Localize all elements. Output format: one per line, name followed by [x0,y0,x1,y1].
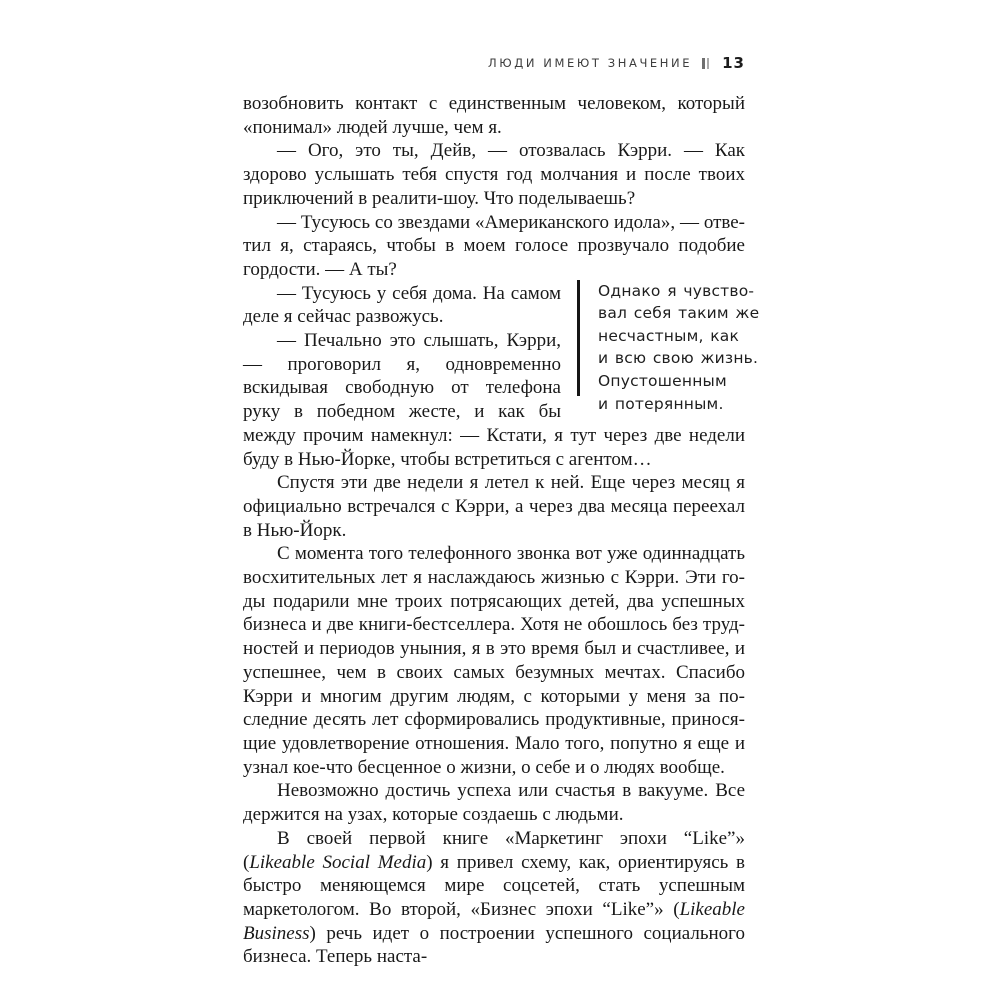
page-number: 13 [722,54,745,72]
pull-quote-line: Однако я чувство- [598,281,755,300]
text-segment: — Ого, это ты, Дейв, — отозвалась Кэрри. — Как здорово услышать тебя спустя год молчания и после твоих приключений в реалити-шоу. Что поделываешь? [243,140,745,209]
paragraph [243,779,745,826]
paragraph [243,211,745,282]
text-segment: возобновить контакт с единственным человеком, который «понимал» людей лучше, чем я. [243,93,745,138]
pull-quote-line: несчастным, как [598,326,740,345]
book-title-italic: Likeable Business [243,898,745,944]
running-title: ЛЮДИ ИМЕЮТ ЗНАЧЕНИЕ [487,56,693,70]
text-segment: — Тусуюсь со звездами «Американского идола», — ответил я, стараясь, чтобы в моем голосе прозвучало подобие гордости. — А ты? [243,211,745,280]
pull-quote-line: Опустошенным [598,372,727,390]
paragraph [243,471,745,542]
text-segment: ) речь идет о построении успешного социального бизнеса. Теперь наста- [243,922,745,968]
paragraph [243,139,745,210]
paragraph [243,92,745,139]
text-segment: ) я привел схему, как, ориентируясь в быстро меняющемся мире соцсетей, стать успешным маркетологом. Во второй, «Бизнес эпохи “Like”» ( [243,851,745,920]
header-separator-icon [702,58,709,69]
text-segment: Спустя эти две недели я летел к ней. Еще через месяц я официально встречался с Кэрри, а через два месяца переехал в Нью-Йорк. [243,472,745,541]
text-segment: — Печально это слышать, Кэрри, — проговорил я, одновременно вскидывая свободную от телефона руку в победном жесте, и как бы между прочим намекнул: — Кстати, я тут через две недели буду в Нью-Йорке, чтобы встретиться с агентом… [243,330,745,470]
paragraph [243,827,745,969]
text-segment: — Тусуюсь у себя дома. На самом деле я сейчас развожусь. [243,282,561,328]
text-segment: Невозможно достичь успеха или счастья в вакууме. Все держится на узах, которые создаешь с людьми. [243,780,745,826]
book-title-italic: Likeable Social Media [249,851,427,873]
pull-quote-line: и всю свою жизнь. [598,349,759,368]
pull-quote-text [598,280,759,416]
pull-quote [577,280,761,416]
body-text [243,92,760,969]
page-header [243,55,745,71]
text-segment: В своей первой книге «Маркетинг эпохи “Like”» ( [243,827,745,873]
paragraph [243,542,745,779]
pull-quote-line: и потерянным. [598,394,724,413]
pull-quote-line: вал себя таким же [598,304,760,323]
pull-quote-rule [577,280,580,396]
text-segment: С момента того телефонного звонка вот уже одиннадцать восхитительных лет я наслаждаюсь жизнью с Кэрри. Эти годы подарили мне троих потрясающих детей, два успешных бизнеса и две книги-бестселлера. Хотя не обошлось без трудностей и периодов уныния, я в это время был и счастливее, и успешнее, чем в своих самых безумных мечтах. Спасибо Кэрри и многим другим людям, с которыми у меня за последние десять лет сформировались продуктивные, приносящие удовлетворение отношения. Мало того, попутно я еще и узнал кое-что бесценное о жизни, о себе и о людях вообще. [243,543,745,778]
